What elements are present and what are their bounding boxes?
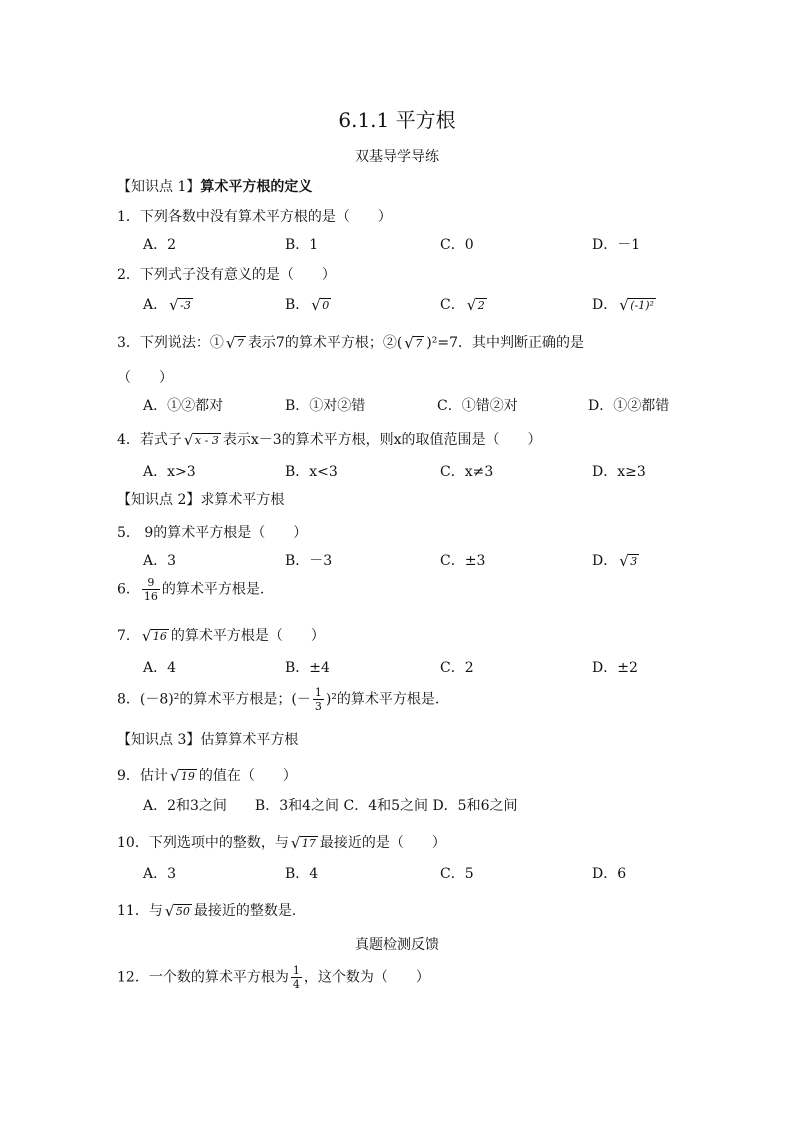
sqrt-expression: √ 2 — [467, 297, 487, 313]
knowledge-point-3: 【知识点 3】估算算术平方根 — [117, 732, 299, 748]
question-3-answer-paren: （ ） — [117, 370, 173, 386]
q3-option-a: A．①②都对 — [143, 398, 224, 414]
sqrt-expression: √ x - 3 — [184, 432, 221, 448]
q4-option-b: B．x<3 — [285, 464, 338, 480]
q3-option-d: D．①②都错 — [588, 398, 670, 414]
q1-option-a: A．2 — [143, 237, 177, 253]
fraction: $\frac{9}{16}$ — [143, 576, 158, 603]
kp1-title: 算术平方根的定义 — [200, 179, 313, 195]
q10-option-d: D．6 — [592, 866, 627, 882]
q10-option-a: A．3 — [143, 866, 177, 882]
q3-option-b: B．①对②错 — [285, 398, 366, 414]
q5-option-b: B．－3 — [285, 553, 333, 569]
section-heading-basics: 双基导学导练 — [355, 149, 439, 165]
q3-option-c: C．①错②对 — [437, 398, 518, 414]
q4-option-a: A．x>3 — [143, 464, 196, 480]
q7-option-b: B．±4 — [285, 660, 330, 676]
fraction: $\frac{1}{3}$ — [314, 686, 322, 713]
q5-option-c: C．±3 — [440, 553, 486, 569]
question-4: 4．若式子√ x - 3 表示x－3的算术平方根，则x的取值范围是（ ） — [117, 429, 542, 449]
sqrt-expression: √ (-1)² — [619, 297, 656, 313]
question-8: 8．(－8)²的算术平方根是；(－ $\frac{1}{3}$ )²的算术平方根是. — [117, 686, 440, 713]
q7-option-c: C．2 — [440, 660, 474, 676]
question-11: 11．与√ 50 最接近的整数是. — [117, 900, 296, 920]
q2-option-c: C．√ 2 — [440, 294, 489, 314]
question-9: 9．估计√ 19 的值在（ ） — [117, 765, 297, 785]
sqrt-expression: √ 19 — [170, 768, 197, 784]
fraction: $\frac{1}{4}$ — [292, 964, 300, 991]
q7-option-d: D．±2 — [592, 660, 638, 676]
sqrt-expression: √ 3 — [619, 553, 639, 569]
question-10: 10．下列选项中的整数，与√ 17 最接近的是（ ） — [117, 832, 446, 852]
q5-option-d: D．√ 3 — [592, 550, 641, 570]
q7-option-a: A．4 — [143, 660, 177, 676]
knowledge-point-1 — [117, 176, 312, 196]
q2-option-b: B．√ 0 — [285, 294, 333, 314]
question-6: 6． $\frac{9}{16}$ 的算术平方根是. — [117, 576, 265, 603]
q2-option-d: D．√ (-1)² — [592, 294, 658, 314]
sqrt-expression: √ 0 — [311, 297, 331, 313]
sqrt-expression: √ 7 — [226, 335, 246, 351]
sqrt-expression: √ -3 — [169, 297, 193, 313]
sqrt-expression: √ 7 — [404, 335, 424, 351]
section-heading-exam: 真题检测反馈 — [355, 937, 439, 953]
q1-option-b: B．1 — [285, 237, 319, 253]
q1-option-d: D．－1 — [592, 237, 641, 253]
question-7: 7．√ 16 的算术平方根是（ ） — [117, 625, 325, 645]
q10-option-b: B．4 — [285, 866, 319, 882]
page-title: 6.1.1 平方根 — [338, 108, 456, 132]
question-2: 2．下列式子没有意义的是（ ） — [117, 267, 336, 283]
q1-option-c: C．0 — [440, 237, 474, 253]
question-3: 3．下列说法：①√ 7 表示7的算术平方根；②(√ 7 )²=7．其中判断正确的是 — [117, 332, 584, 352]
sqrt-expression: √ 50 — [165, 903, 192, 919]
q4-option-c: C．x≠3 — [440, 464, 494, 480]
sqrt-expression: √ 16 — [142, 628, 169, 644]
question-12: 12．一个数的算术平方根为 $\frac{1}{4}$ ，这个数为（ ） — [117, 964, 430, 991]
q9-options: A．2和3之间 B．3和4之间 C．4和5之间 D．5和6之间 — [143, 798, 518, 814]
q5-option-a: A．3 — [143, 553, 177, 569]
sqrt-expression: √ 17 — [291, 835, 318, 851]
q10-option-c: C．5 — [440, 866, 474, 882]
q4-option-d: D．x≥3 — [592, 464, 646, 480]
knowledge-point-2: 【知识点 2】求算术平方根 — [117, 492, 285, 508]
question-1: 1．下列各数中没有算术平方根的是（ ） — [117, 209, 392, 225]
q2-option-a: A．√ -3 — [143, 294, 195, 314]
kp1-label: 【知识点 1】 — [117, 179, 201, 195]
question-5: 5． 9的算术平方根是（ ） — [117, 525, 308, 541]
